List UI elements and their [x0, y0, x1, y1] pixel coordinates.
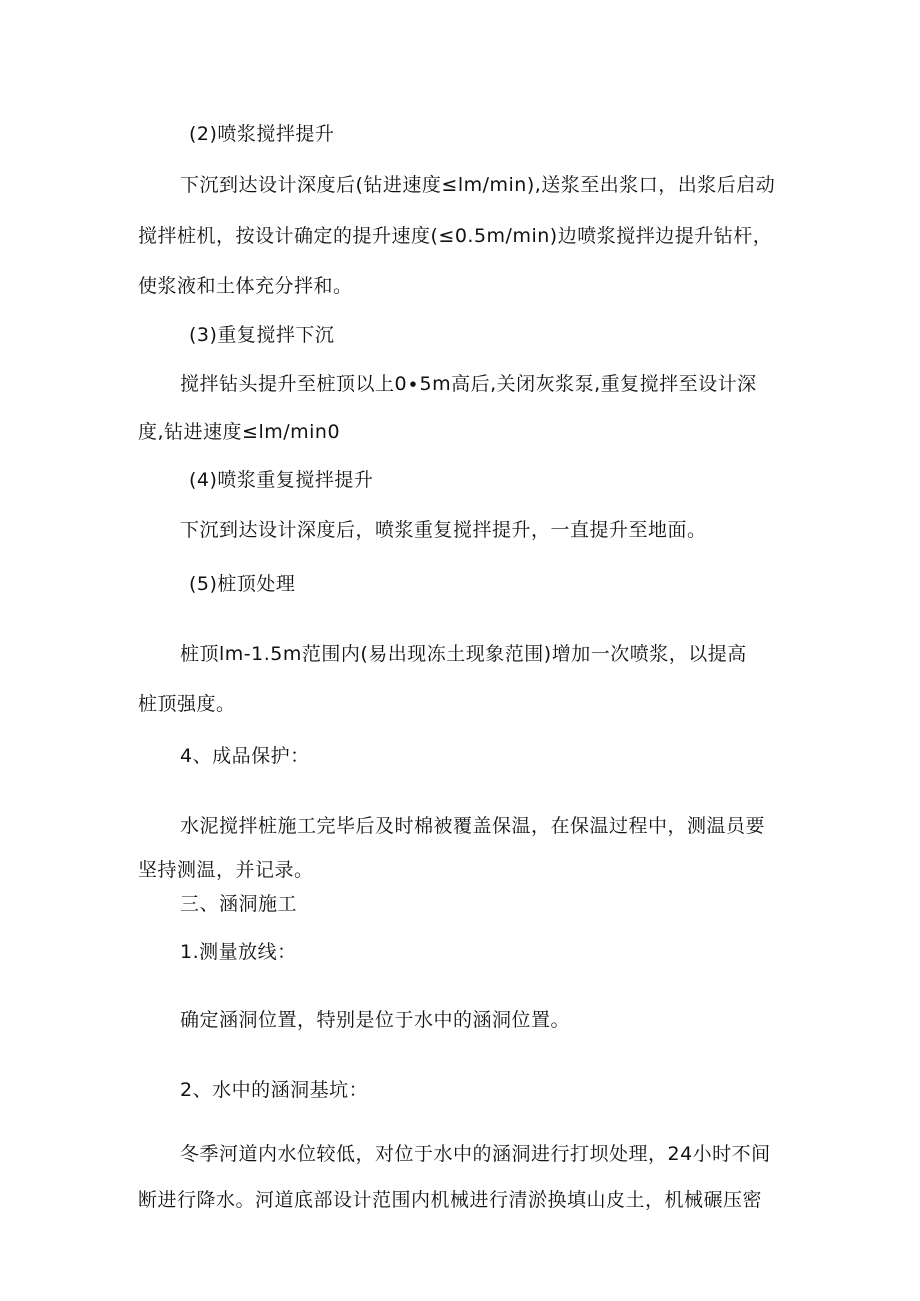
subheading-spray-mix-lift: (2)喷浆搅拌提升 [189, 123, 335, 145]
paragraph-line: 坚持测温，并记录。 [138, 859, 314, 881]
paragraph-line: 水泥搅拌桩施工完毕后及时棉被覆盖保温，在保温过程中，测温员要 [180, 815, 766, 837]
paragraph-line: 度,钻进速度≤lm∕min0 [138, 421, 341, 443]
subheading-survey: 1.测量放线： [180, 941, 297, 963]
subheading-repeat-mix-sink: (3)重复搅拌下沉 [189, 324, 335, 346]
paragraph-line: 搅拌桩机，按设计确定的提升速度(≤0.5m∕min)边喷浆搅拌边提升钻杆， [138, 225, 773, 247]
section-heading-culvert: 三、涵洞施工 [180, 893, 298, 915]
paragraph-line: 下沉到达设计深度后，喷浆重复搅拌提升，一直提升至地面。 [180, 519, 707, 541]
paragraph-line: 确定涵洞位置，特别是位于水中的涵洞位置。 [180, 1009, 571, 1031]
paragraph-line: 冬季河道内水位较低，对位于水中的涵洞进行打坝处理，24小时不间 [180, 1143, 771, 1165]
section-heading-protection: 4、成品保护： [180, 745, 310, 767]
subheading-spray-repeat-lift: (4)喷浆重复搅拌提升 [189, 469, 374, 491]
paragraph-line: 搅拌钻头提升至桩顶以上0∙5m高后,关闭灰浆泵,重复搅拌至设计深 [180, 373, 757, 395]
paragraph-line: 桩顶lm-1.5m范围内(易出现冻土现象范围)增加一次喷浆，以提高 [180, 643, 747, 665]
paragraph-line: 桩顶强度。 [138, 693, 236, 715]
paragraph-line: 使浆液和土体充分拌和。 [138, 275, 353, 297]
paragraph-line: 断进行降水。河道底部设计范围内机械进行清淤换填山皮土，机械碾压密 [138, 1189, 763, 1211]
subheading-foundation-pit: 2、水中的涵洞基坑： [180, 1079, 369, 1101]
subheading-pile-top: (5)桩顶处理 [189, 573, 296, 595]
paragraph-line: 下沉到达设计深度后(钻进速度≤lm∕min),送浆至出浆口，出浆后启动 [180, 174, 776, 196]
